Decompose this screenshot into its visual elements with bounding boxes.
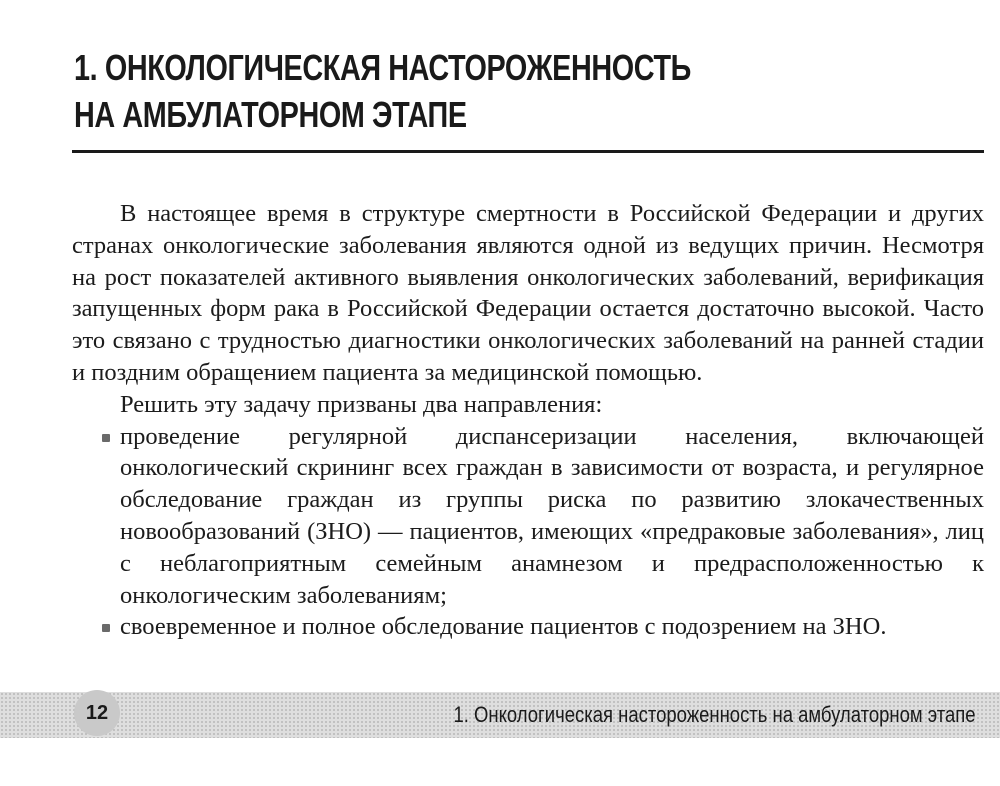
page-number: 12 bbox=[85, 701, 109, 724]
paragraph-intro: В настоящее время в структуре смертности в Российской Федерации и других странах онкологические заболевания являются одной из ведущих причин. Несмотря на рост показателей активного выявления онкологических заболеваний, верификация запущенных форм рака в Российской Федерации остается достаточно высокой. Часто это связано с трудностью диагностики онкологических заболеваний на ранней стадии и поздним обращением пациента за медицинской помощью. bbox=[72, 200, 984, 386]
page-number-badge bbox=[74, 690, 120, 736]
list-item-text: своевременное и полное обследование пациентов с подозрением на ЗНО. bbox=[120, 613, 887, 641]
chapter-heading-line-1: 1. ОНКОЛОГИЧЕСКАЯ НАСТОРОЖЕННОСТЬ bbox=[74, 47, 691, 88]
chapter-heading-line-2: НА АМБУЛАТОРНОМ ЭТАПЕ bbox=[74, 94, 467, 135]
square-bullet-icon bbox=[102, 624, 110, 632]
body-text bbox=[72, 198, 984, 643]
list-item-text: проведение регулярной диспансеризации населения, включающей онкологический скрининг всех граждан в зависимости от возраста, и регулярное обследование граждан из группы риска по развитию злокачественных новообразований (ЗНО) — пациентов, имеющих «предраковые заболевания», лиц с неблагоприятным семейным анамнезом и предрасположенностью к онкологическим заболеваниям; bbox=[120, 422, 984, 609]
chapter-heading bbox=[74, 44, 778, 138]
heading-underline-rule bbox=[72, 150, 984, 153]
square-bullet-icon bbox=[102, 434, 110, 442]
list-item bbox=[120, 611, 984, 643]
directions-list bbox=[72, 421, 984, 644]
running-title: 1. Онкологическая настороженность на амбулаторном этапе bbox=[453, 702, 976, 727]
list-item bbox=[120, 421, 984, 612]
paragraph-directions-intro: Решить эту задачу призваны два направления: bbox=[120, 390, 603, 418]
